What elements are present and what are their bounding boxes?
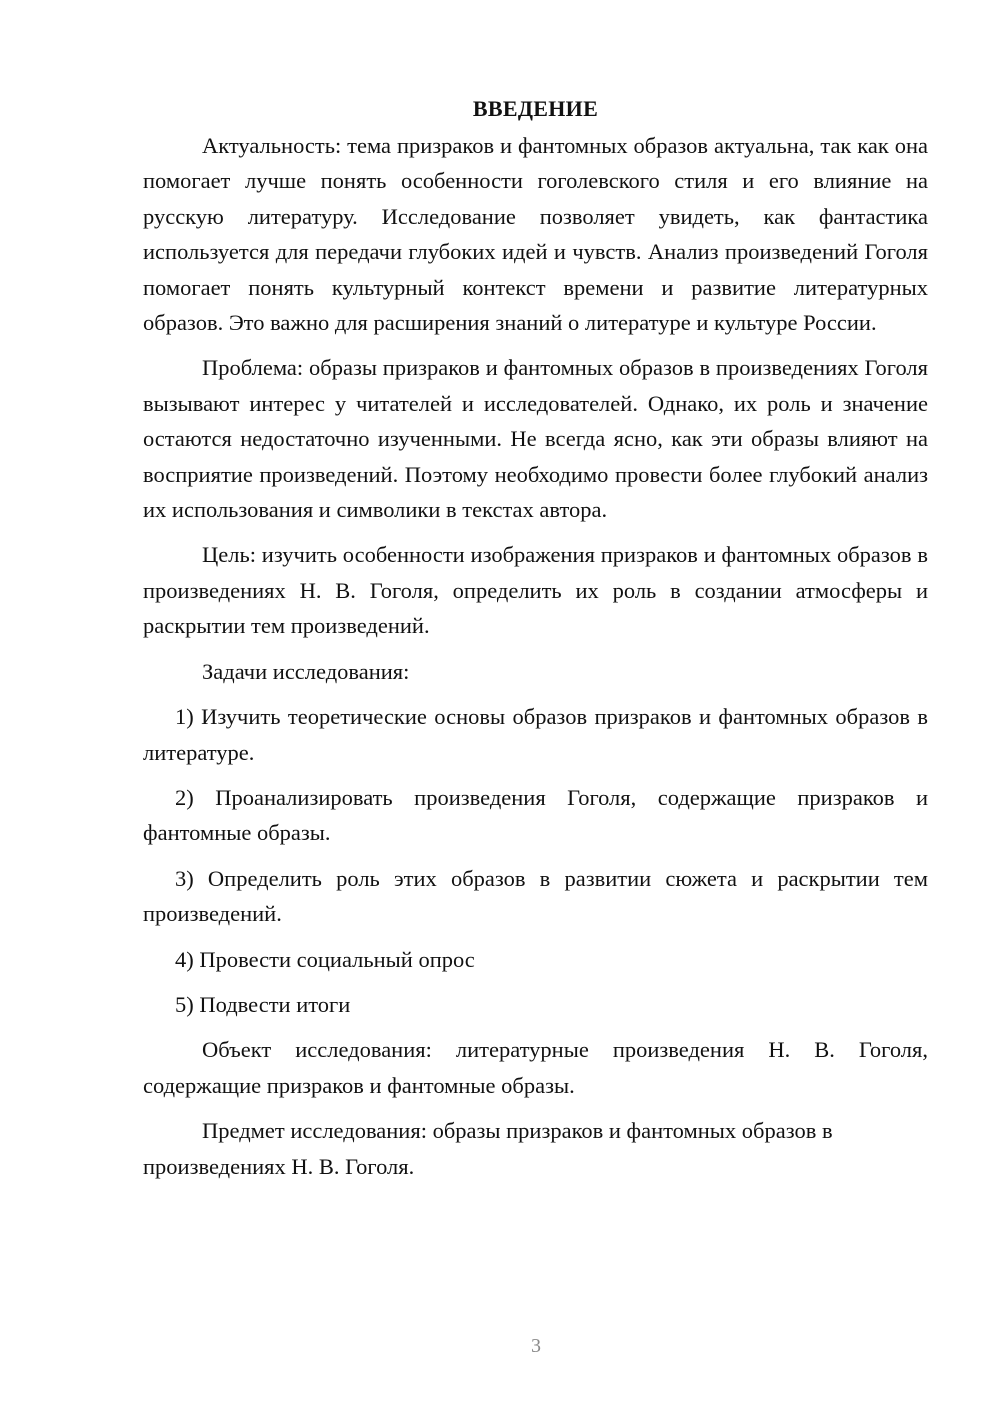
task-item-2: 2) Проанализировать произведения Гоголя, содержащие призраков и фантомные образы. <box>143 784 928 846</box>
subject-paragraph: Предмет исследования: образы призраков и фантомных образов в произведениях Н. В. Гоголя. <box>143 1118 833 1179</box>
task-item-1: 1) Изучить теоретические основы образов призраков и фантомных образов в литературе. <box>143 704 928 765</box>
problem-paragraph: Проблема: образы призраков и фантомных образов в произведениях Гоголя вызывают интерес у читателей и исследователей. Однако, их роль и значение остаются недостаточно изученными. Не всегда ясно, как эти образы влияют на восприятие произведений. Поэтому необходимо провести более глубокий анализ их использования и символики в текстах автора. <box>143 355 928 523</box>
task-item-3: 3) Определить роль этих образов в развитии сюжета и раскрытии тем произведений. <box>143 865 928 927</box>
task-item-5: 5) Подвести итоги <box>175 991 351 1017</box>
page-content <box>143 92 928 1194</box>
section-heading: ВВЕДЕНИЕ <box>472 96 599 121</box>
object-paragraph: Объект исследования: литературные произведения Н. В. Гоголя, содержащие призраков и фантомные образы. <box>143 1037 928 1098</box>
goal-paragraph: Цель: изучить особенности изображения призраков и фантомных образов в произведениях Н. В. Гоголя, определить их роль в создании атмосферы и раскрытии тем произведений. <box>143 542 928 639</box>
tasks-heading: Задачи исследования: <box>202 658 410 684</box>
relevance-paragraph: Актуальность: тема призраков и фантомных образов актуальна, так как она помогает лучше понять особенности гоголевского стиля и его влияние на русскую литературу. Исследование позволяет увидеть, как фантастика используется для передачи глубоких идей и чувств. Анализ произведений Гоголя помогает понять культурный контекст времени и развитие литературных образов. Это важно для расширения знаний о литературе и культуре России. <box>143 133 928 336</box>
task-item-4: 4) Провести социальный опрос <box>175 946 475 972</box>
page-number: 3 <box>531 1335 541 1357</box>
